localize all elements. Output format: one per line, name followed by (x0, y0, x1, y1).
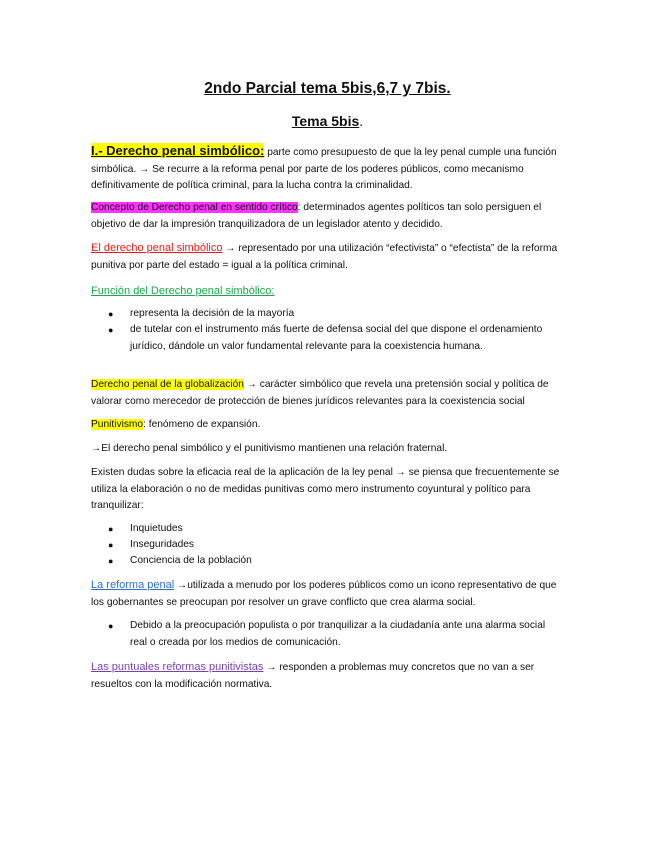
section-reforma-penal (91, 577, 571, 611)
list-item: ● Debido a la preocupación populista o por tranquilizar a la ciudadanía ante una alarma social real o creada por los medios de comunicación. (108, 620, 546, 648)
bullet-icon: ● (108, 556, 114, 566)
bullet-icon: ● (108, 524, 114, 534)
section-heading: I.- Derecho penal simbólico: (91, 143, 265, 158)
section-globalizacion (91, 377, 571, 410)
subtitle-main: Tema 5bis (291, 113, 360, 129)
subtitle-tail: . (359, 113, 364, 129)
section-punitivismo (91, 417, 571, 434)
bullet-icon: ● (108, 540, 114, 550)
list-item: ● Conciencia de la población (108, 553, 558, 570)
bullet-icon: ● (108, 309, 114, 319)
section-derecho-penal-simbolico-2 (91, 240, 571, 274)
section-text: → carácter simbólico que revela una pretensión social y política de valorar como merecedor de protección de bienes jurídicos relevantes para la coexistencia social (91, 379, 549, 407)
document-subtitle (0, 113, 655, 129)
highlighted-term: Derecho penal de la globalización (91, 379, 244, 390)
underlined-term: El derecho penal simbólico (91, 242, 223, 254)
section-dudas-eficacia: Existen dudas sobre la eficacia real de la aplicación de la ley penal → se piensa que frecuentemente se utiliza la elaboración o no de medidas punitivas como mero instrumento coyuntural y político para tranquilizar: (91, 467, 560, 511)
section-text: → representado por una utilización “efectivista” o “efectista” de la reforma punitiva por parte del estado = igual a la política criminal. (91, 243, 558, 271)
section-text: parte como presupuesto de que la ley penal cumple una función simbólica. → Se recurre a la reforma penal por parte de los poderes públicos, como mecanismo definitivamente de política criminal, para la lucha contra la criminalidad. (91, 147, 557, 191)
underlined-term: La reforma penal (91, 579, 175, 591)
section-funcion-heading (91, 283, 571, 301)
section-reformas-punitivistas (91, 659, 571, 693)
list-item: ● representa la decisión de la mayoría (108, 306, 558, 323)
bullet-icon: ● (108, 325, 114, 335)
section-text: : determinados agentes políticos tan solo persiguen el objetivo de dar la impresión tranquilizadora de un legislador atento y decidido. (91, 202, 542, 230)
section-concepto-critico (91, 200, 571, 233)
underlined-term: Las puntuales reformas punitivistas (91, 661, 264, 673)
list-item: ● Inseguridades (108, 537, 558, 554)
document-title: 2ndo Parcial tema 5bis,6,7 y 7bis. (204, 80, 451, 97)
section-derecho-penal-simbolico (91, 143, 571, 195)
underlined-term: Función del Derecho penal simbólico: (91, 285, 275, 297)
highlighted-term: Punitivismo (91, 419, 144, 430)
highlighted-term: Concepto de Derecho penal en sentido crítico (91, 202, 298, 213)
list-item: ● de tutelar con el instrumento más fuerte de defensa social del que dispone el ordenamiento jurídico, dándole un valor fundamental relevante para la coexistencia humana. (108, 324, 543, 352)
bullet-icon: ● (108, 621, 114, 631)
section-relacion-fraternal: →El derecho penal simbólico y el punitivismo mantienen una relación fraternal. (91, 443, 448, 454)
list-item: ● Inquietudes (108, 521, 558, 538)
section-text: →utilizada a menudo por los poderes públicos como un icono representativo de que los gobernantes se preocupan por resolver un grave conflicto que crea alarma social. (91, 580, 557, 608)
section-text: → responden a problemas muy concretos que no van a ser resueltos con la modificación normativa. (91, 662, 535, 690)
section-text: : fenómeno de expansión. (143, 419, 261, 430)
